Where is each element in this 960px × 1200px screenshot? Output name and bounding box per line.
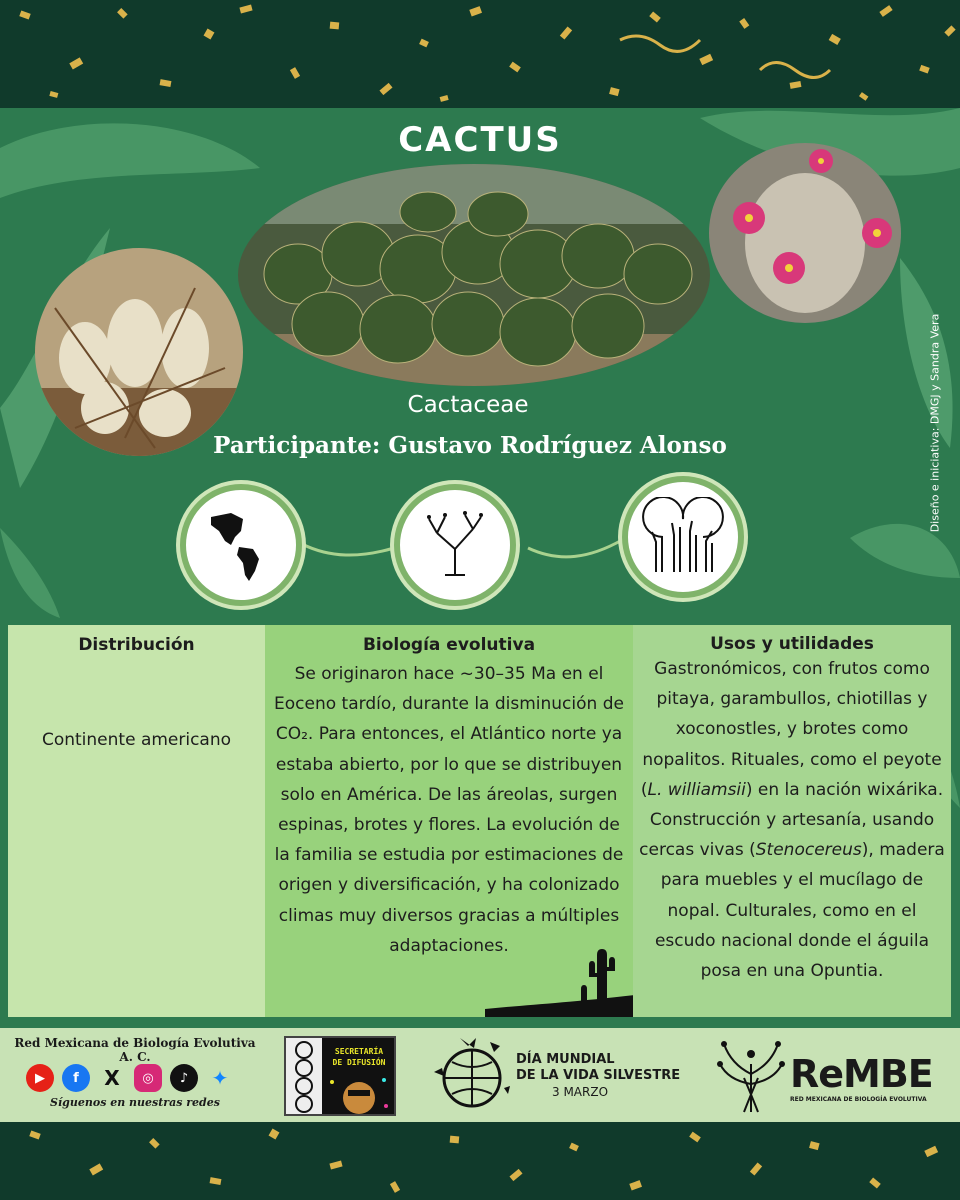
top-confetti-band	[0, 0, 960, 108]
mascot-icon	[324, 1072, 394, 1116]
participant-name: Participante: Gustavo Rodríguez Alonso	[213, 432, 727, 459]
dia-mundial-vida-silvestre-logo	[430, 1032, 700, 1118]
follow-us-text: Síguenos en nuestras redes	[50, 1096, 220, 1109]
distribution-column	[8, 625, 265, 1017]
facebook-icon[interactable]: f	[62, 1064, 90, 1092]
evolution-icon-circle	[394, 484, 516, 606]
tiktok-icon[interactable]: ♪	[170, 1064, 198, 1092]
desert-silhouette-icon	[485, 925, 635, 1017]
rembe-logo	[716, 1034, 952, 1118]
evolution-text: Se originaron hace ~30–35 Ma en el Eoceno tardío, durante la disminución de CO₂. Para entonces, el Atlántico norte ya estaba abierto, por lo que se distribuyen solo en América. De las áreolas, surgen espinas, brotes y flores. La evolución de la familia se estudia por estimaciones de origen y diversificación, y ha colonizado climas muy diversos gracias a múltiples adaptaciones.	[274, 664, 624, 956]
distribution-icon-circle	[180, 484, 302, 606]
distribution-text: Continente americano	[41, 730, 232, 750]
phylogeny-tree-icon	[415, 505, 495, 585]
uses-column	[633, 625, 951, 1017]
gold-confetti-decoration	[0, 0, 960, 108]
main-panel	[0, 108, 960, 1028]
americas-map-icon	[201, 505, 281, 585]
page-title: CACTUS	[398, 120, 562, 160]
instagram-icon[interactable]: ◎	[134, 1064, 162, 1092]
footer	[0, 1028, 960, 1122]
dna-tree-icon	[716, 1034, 786, 1114]
x-icon[interactable]: X	[104, 1066, 120, 1090]
uses-heading: Usos y utilidades	[710, 634, 874, 654]
rembe-subtitle: RED MEXICANA DE BIOLOGÍA EVOLUTIVA	[790, 1096, 927, 1103]
design-credit-text: Diseño e iniciativa: DMGJ y Sandra Vera	[928, 313, 942, 533]
family-name: Cactaceae	[407, 392, 529, 418]
secretaria-difusion-text: SECRETARÍA DE DIFUSIÓN	[332, 1047, 386, 1067]
evolution-heading: Biología evolutiva	[362, 635, 536, 655]
social-links	[26, 1064, 234, 1092]
creative-commons-icon	[286, 1038, 322, 1114]
uses-text: Gastronómicos, con frutos como pitaya, garambullos, chiotillas y xoconostles, y brotes como nopalitos. Rituales, como el peyote (L. williamsii) en la nación wixárika. Construcción y artesanía, usando cercas vivas (Stenocereus), madera para muebles y el mucílago de nopal. Culturales, como en el escudo nacional donde el águila posa en una Opuntia.	[639, 659, 945, 982]
youtube-icon[interactable]: ▶	[26, 1064, 54, 1092]
bluesky-icon[interactable]: ✦	[211, 1066, 229, 1090]
uses-icon-circle	[622, 476, 744, 598]
bottom-confetti-band	[0, 1122, 960, 1200]
distribution-heading: Distribución	[78, 635, 195, 655]
rembe-name: ReMBE	[790, 1052, 933, 1096]
dmvs-text: DÍA MUNDIAL DE LA VIDA SILVESTRE 3 MARZO	[516, 1052, 681, 1099]
secretaria-difusion-logo	[284, 1036, 396, 1116]
globe-wildlife-icon	[430, 1032, 512, 1118]
evolution-column	[265, 625, 633, 1017]
raised-hands-icon	[638, 497, 728, 577]
organization-name: Red Mexicana de Biología Evolutiva A. C.	[14, 1036, 256, 1064]
gold-confetti-decoration-bottom	[0, 1122, 960, 1200]
